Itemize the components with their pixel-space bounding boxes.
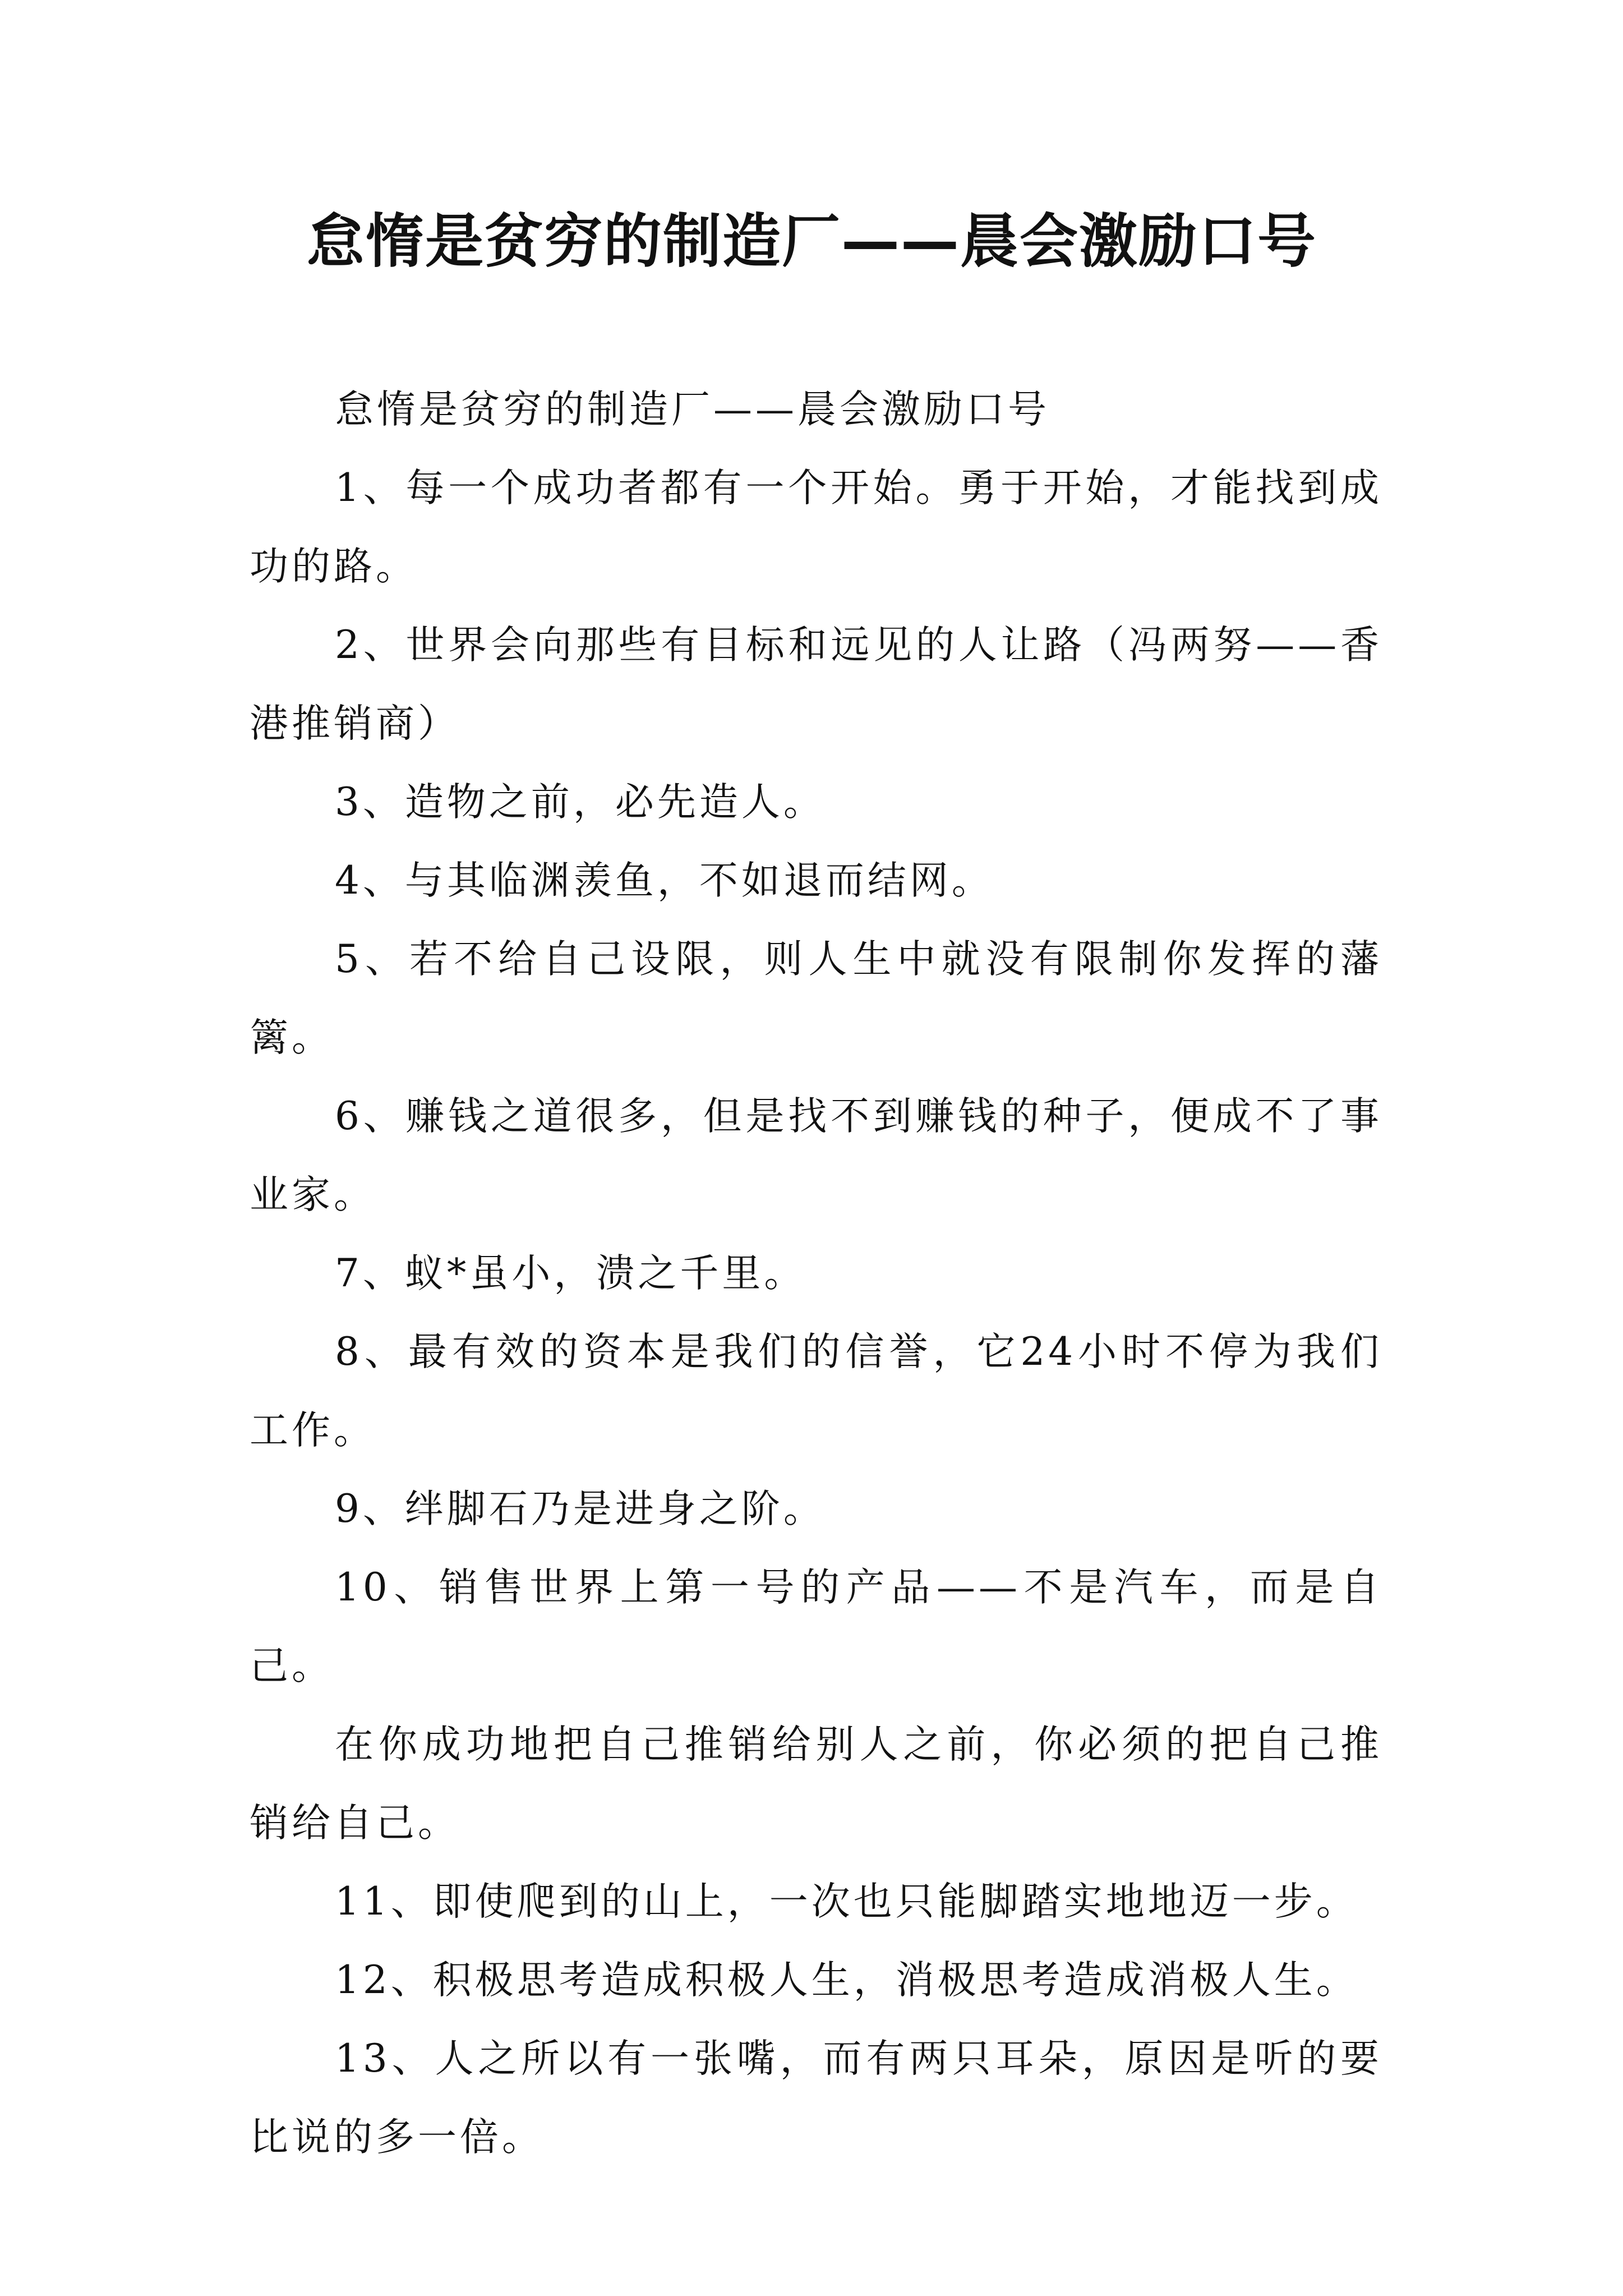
slogan-1: 1、每一个成功者都有一个开始。勇于开始，才能找到成功的路。 [250,466,1382,589]
slogan-4: 4、与其临渊羡鱼，不如退而结网。 [335,858,994,903]
slogan-11: 11、即使爬到的山上，一次也只能脚踏实地地迈一步。 [335,1879,1358,1924]
slogan-10-continued: 在你成功地把自己推销给别人之前，你必须的把自己推销给自己。 [250,1722,1382,1846]
document-title: 怠惰是贫穷的制造厂——晨会激励口号 [306,207,1317,275]
slogan-5: 5、若不给自己设限，则人生中就没有限制你发挥的藩篱。 [250,937,1382,1060]
slogan-2: 2、世界会向那些有目标和远见的人让路（冯两努——香港推销商） [250,623,1382,746]
slogan-13: 13、人之所以有一张嘴，而有两只耳朵，原因是听的要比说的多一倍。 [250,2036,1382,2160]
document-body [250,370,1382,2177]
slogan-7: 7、蚁*虽小，溃之千里。 [335,1251,806,1296]
slogan-3: 3、造物之前，必先造人。 [335,780,826,825]
slogan-8: 8、最有效的资本是我们的信誉，它24小时不停为我们工作。 [250,1329,1382,1453]
slogan-10: 10、销售世界上第一号的产品——不是汽车，而是自己。 [250,1565,1382,1688]
slogan-12: 12、积极思考造成积极人生，消极思考造成消极人生。 [335,1958,1358,2003]
slogan-6: 6、赚钱之道很多，但是找不到赚钱的种子，便成不了事业家。 [250,1094,1382,1217]
paragraph-heading: 怠惰是贫穷的制造厂——晨会激励口号 [335,387,1050,432]
slogan-9: 9、绊脚石乃是进身之阶。 [335,1487,826,1531]
